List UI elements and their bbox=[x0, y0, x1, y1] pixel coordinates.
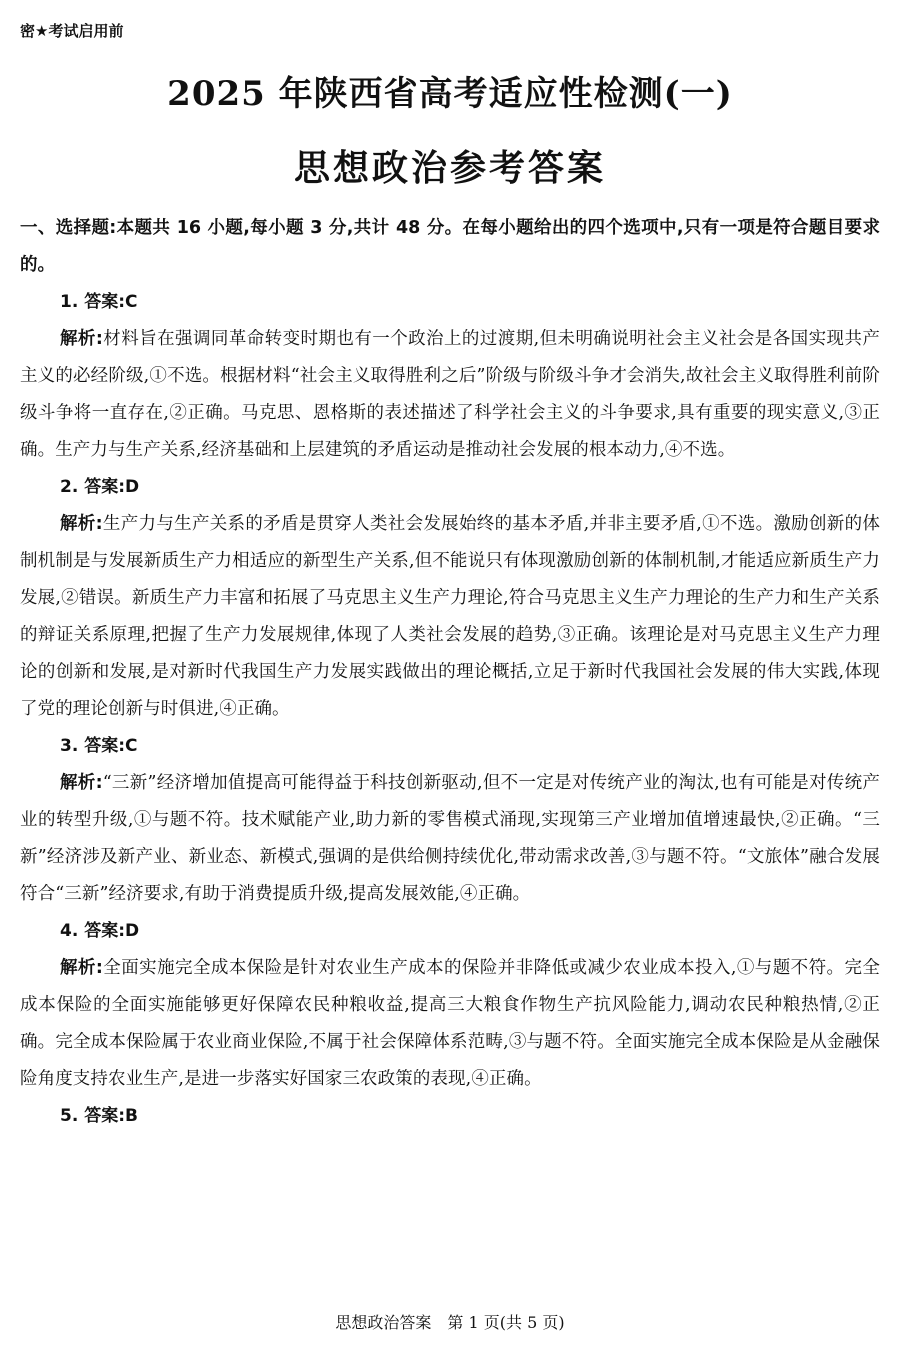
answer-line: 4. 答案:D bbox=[60, 921, 140, 941]
analysis-text: “三新”经济增加值提高可能得益于科技创新驱动,但不一定是对传统产业的淘汰,也有可能是对传统产业的转型升级,①与题不符。技术赋能产业,助力新的零售模式涌现,实现第三产业增加值增速最快,②正确。“三新”经济涉及新产业、新业态、新模式,强调的是供给侧持续优化,带动需求改善,③与题不符。“文旅体”融合发展符合“三新”经济要求,有助于消费提质升级,提高发展效能,④正确。 bbox=[20, 773, 880, 904]
answer-line: 2. 答案:D bbox=[60, 477, 140, 497]
exam-title: 2025 年陕西省高考适应性检测(一) bbox=[167, 74, 733, 114]
answer-line: 3. 答案:C bbox=[60, 736, 138, 756]
analysis-paragraph bbox=[20, 321, 880, 469]
answer-line: 5. 答案:B bbox=[60, 1106, 138, 1126]
analysis-text: 材料旨在强调同革命转变时期也有一个政治上的过渡期,但未明确说明社会主义社会是各国实现共产主义的必经阶级,①不选。根据材料“社会主义取得胜利之后”阶级与阶级斗争才会消失,故社会主义取得胜利前阶级斗争将一直存在,②正确。马克思、恩格斯的表述描述了科学社会主义的斗争要求,具有重要的现实意义,③正确。生产力与生产关系,经济基础和上层建筑的矛盾运动是推动社会发展的根本动力,④不选。 bbox=[20, 329, 880, 460]
section-intro: 一、选择题:本题共 16 小题,每小题 3 分,共计 48 分。在每小题给出的四个选项中,只有一项是符合题目要求的。 bbox=[20, 218, 880, 275]
analysis-label: 解析: bbox=[60, 773, 103, 793]
analysis-text: 生产力与生产关系的矛盾是贯穿人类社会发展始终的基本矛盾,并非主要矛盾,①不选。激励创新的体制机制是与发展新质生产力相适应的新型生产关系,但不能说只有体现激励创新的体制机制,才能适应新质生产力发展,②错误。新质生产力丰富和拓展了马克思主义生产力理论,符合马克思主义生产力理论的生产力和生产关系的辩证关系原理,把握了生产力发展规律,体现了人类社会发展的趋势,③正确。该理论是对马克思主义生产力理论的创新和发展,是对新时代我国生产力发展实践做出的理论概括,立足于新时代我国社会发展的伟大实践,体现了党的理论创新与时俱进,④正确。 bbox=[20, 514, 880, 719]
page-footer: 思想政治答案 第 1 页(共 5 页) bbox=[335, 1313, 565, 1332]
secret-label: 密★考试启用前 bbox=[20, 22, 124, 40]
analysis-text: 全面实施完全成本保险是针对农业生产成本的保险并非降低或减少农业成本投入,①与题不符。完全成本保险的全面实施能够更好保障农民种粮收益,提高三大粮食作物生产抗风险能力,调动农民种粮热情,②正确。完全成本保险属于农业商业保险,不属于社会保障体系范畴,③与题不符。全面实施完全成本保险是从金融保险角度支持农业生产,是进一步落实好国家三农政策的表现,④正确。 bbox=[20, 958, 880, 1089]
analysis-label: 解析: bbox=[60, 514, 103, 534]
analysis-paragraph bbox=[20, 950, 880, 1098]
answer-content bbox=[20, 210, 880, 1135]
analysis-paragraph bbox=[20, 506, 880, 728]
analysis-label: 解析: bbox=[60, 958, 103, 978]
analysis-paragraph bbox=[20, 765, 880, 913]
analysis-label: 解析: bbox=[60, 329, 103, 349]
exam-subtitle: 思想政治参考答案 bbox=[293, 147, 606, 189]
answer-line: 1. 答案:C bbox=[60, 292, 138, 312]
